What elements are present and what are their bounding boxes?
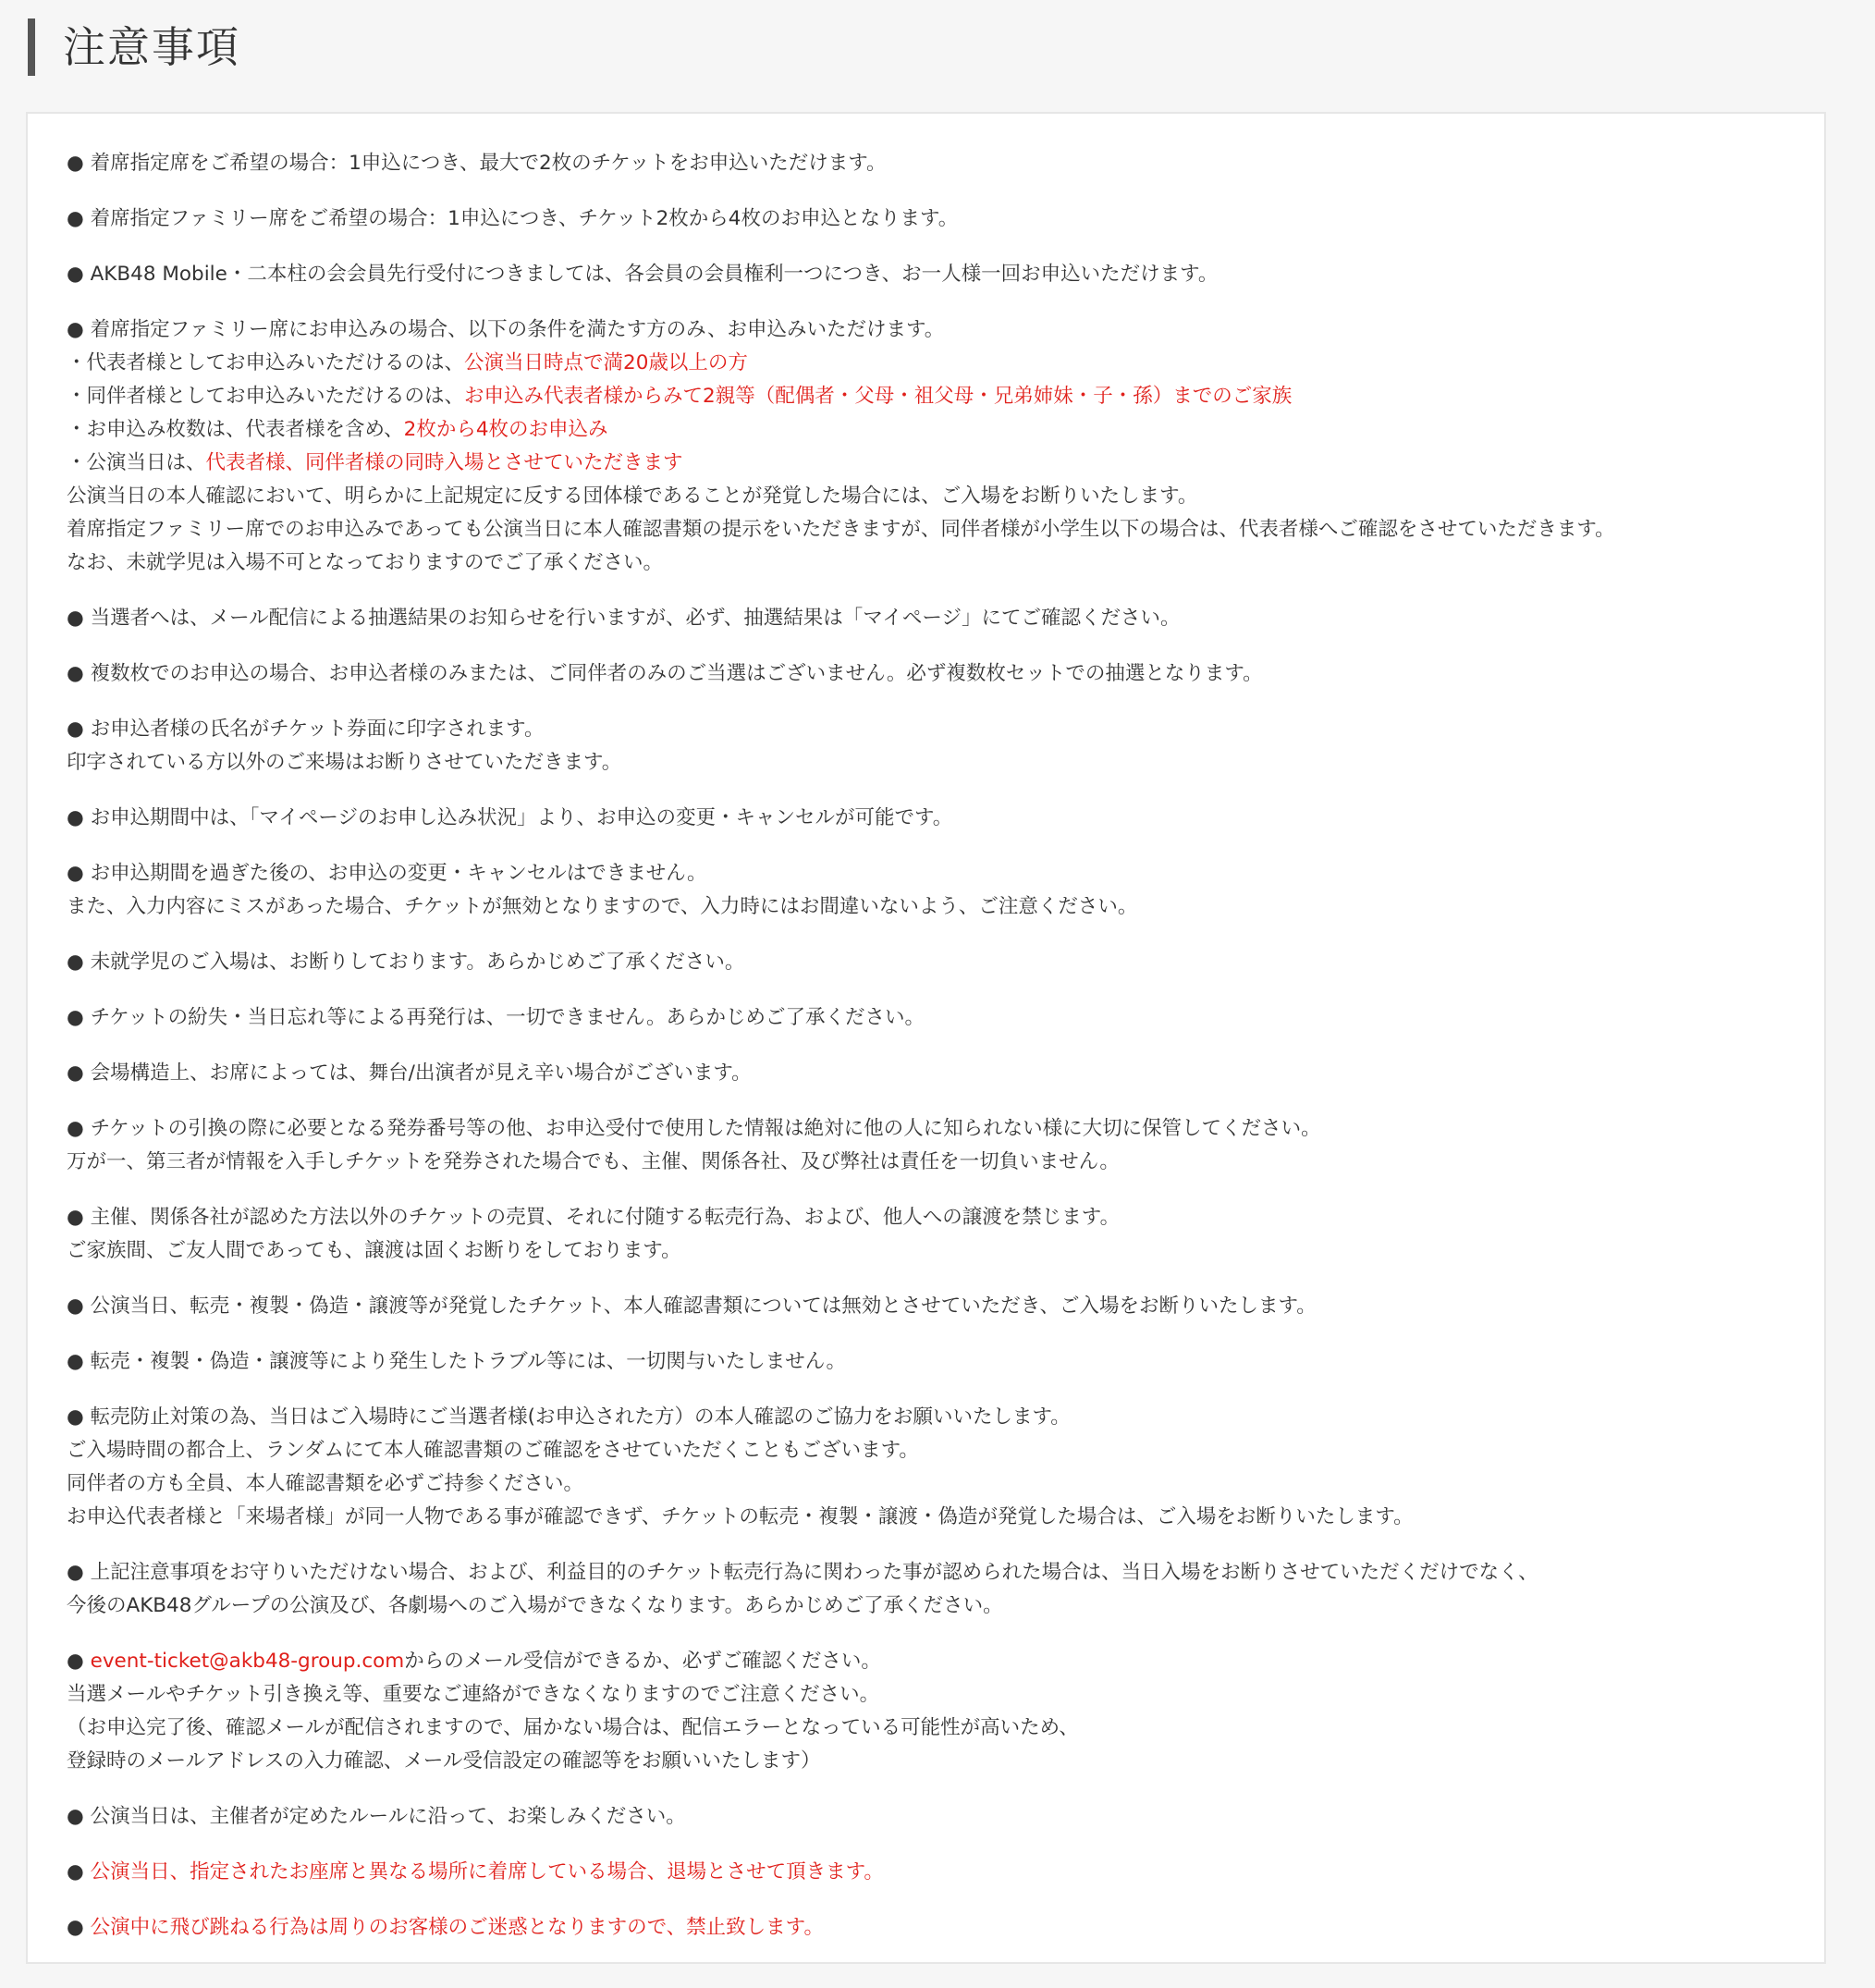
notice-text: ● 主催、関係各社が認めた方法以外のチケットの売買、それに付随する転売行為、および、他人への譲渡を禁じます。 [67,1206,1121,1229]
notice-item [67,258,1805,291]
notice-item [67,657,1805,691]
notice-line [67,857,1805,890]
notice-item [67,1057,1805,1090]
header-accent-bar [28,18,35,76]
notice-text: ● [67,1860,91,1884]
notice-line [67,480,1805,513]
notice-text: ● チケットの引換の際に必要となる発券番号等の他、お申込受付で使用した情報は絶対に他の人に知られない様に大切に保管してください。 [67,1117,1321,1140]
notice-line [67,1201,1805,1234]
notice-item [67,1290,1805,1323]
page-title: 注意事項 [63,22,240,72]
notice-text: また、入力内容にミスがあった場合、チケットが無効となりますので、入力時にはお間違いないよう、ご注意ください。 [67,895,1138,918]
notice-text: ● 着席指定席をご希望の場合：1申込につき、最大で2枚のチケットをお申込いただけます。 [67,152,887,175]
notice-item [67,1800,1805,1834]
notice-text: 登録時のメールアドレスの入力確認、メール受信設定の確認等をお願いいたします） [67,1749,821,1773]
notice-text: ● 複数枚でのお申込の場合、お申込者様のみまたは、ご同伴者のみのご当選はございません。必ず複数枚セットでの抽選となります。 [67,662,1263,685]
notice-text: 万が一、第三者が情報を入手しチケットを発券された場合でも、主催、関係各社、及び弊社は責任を一切負いません。 [67,1150,1120,1173]
notice-line [67,1434,1805,1467]
notice-text: 今後のAKB48グループの公演及び、各劇場へのご入場ができなくなります。あらかじめご了承ください。 [67,1594,1003,1617]
notice-text: からのメール受信ができるか、必ずご確認ください。 [404,1650,881,1673]
notice-item [67,1645,1805,1778]
notice-line [67,1745,1805,1778]
notice-line [67,1290,1805,1323]
notice-line [67,946,1805,979]
notice-line [67,380,1805,413]
notice-text: ● 公演当日、転売・複製・偽造・譲渡等が発覚したチケット、本人確認書類については無効とさせていただき、ご入場をお断りいたします。 [67,1295,1317,1318]
notice-text: ● お申込者様の氏名がチケット券面に印字されます。 [67,718,545,741]
notice-line [67,657,1805,691]
notice-line [67,1678,1805,1712]
notice-item [67,802,1805,835]
notice-text: （お申込完了後、確認メールが配信されますので、届かない場合は、配信エラーとなっている可能性が高いため、 [67,1716,1079,1739]
notice-line [67,202,1805,236]
notice-line [67,1057,1805,1090]
notice-item [67,1001,1805,1035]
notice-line [67,1856,1805,1889]
notice-line [67,258,1805,291]
notice-text: ● チケットの紛失・当日忘れ等による再発行は、一切できません。あらかじめご了承ください。 [67,1006,925,1029]
notice-text: ● [67,1916,91,1939]
notice-text: 当選メールやチケット引き換え等、重要なご連絡ができなくなりますのでご注意ください。 [67,1683,880,1706]
notice-line [67,447,1805,480]
notice-text: 印字されている方以外のご来場はお断りさせていただきます。 [67,751,622,774]
notice-box [26,112,1826,1964]
notice-line [67,746,1805,779]
notice-text: ● 着席指定ファミリー席にお申込みの場合、以下の条件を満たす方のみ、お申込みいただけます。 [67,318,945,341]
notice-item [67,313,1805,580]
notice-item [67,1112,1805,1179]
notice-text: ● 会場構造上、お席によっては、舞台/出演者が見え辛い場合がございます。 [67,1061,752,1085]
notice-text: ● AKB48 Mobile・二本柱の会会員先行受付につきましては、各会員の会員権利一つにつき、お一人様一回お申込いただけます。 [67,263,1219,286]
notice-text: ● 公演当日は、主催者が定めたルールに沿って、お楽しみください。 [67,1805,686,1828]
email-link[interactable]: event-ticket@akb48-group.com [90,1650,405,1673]
notice-line [67,1800,1805,1834]
notice-line [67,1146,1805,1179]
notice-text: ● 着席指定ファミリー席をご希望の場合：1申込につき、チケット2枚から4枚のお申込となります。 [67,207,959,230]
notice-text: ● [67,1650,91,1673]
notice-item [67,202,1805,236]
notice-item [67,946,1805,979]
notice-item [67,147,1805,180]
notice-text: ● 未就学児のご入場は、お断りしております。あらかじめご了承ください。 [67,951,745,974]
notice-line [67,1467,1805,1501]
notice-line [67,1712,1805,1745]
notice-list [67,147,1805,1967]
notice-text: 着席指定ファミリー席でのお申込みであっても公演当日に本人確認書類の提示をいただきますが、同伴者様が小学生以下の場合は、代表者様へご確認をさせていただきます。 [67,518,1615,541]
notice-line [67,1645,1805,1678]
notice-text: 同伴者の方も全員、本人確認書類を必ずご持参ください。 [67,1472,584,1495]
notice-line [67,147,1805,180]
highlight-text: 公演当日時点で満20歳以上の方 [464,351,748,374]
notice-line [67,1556,1805,1589]
notice-line [67,513,1805,546]
notice-item [67,1556,1805,1623]
notice-text: ● お申込期間中は、「マイページのお申し込み状況」より、お申込の変更・キャンセルが可能です。 [67,806,953,829]
notice-text: ● 転売・複製・偽造・譲渡等により発生したトラブル等には、一切関与いたしません。 [67,1350,847,1373]
notice-line [67,713,1805,746]
notice-text: ・同伴者様としてお申込みいただけるのは、 [67,385,465,408]
page-header [28,18,240,76]
notice-text: お申込代表者様と「来場者様」が同一人物である事が確認できず、チケットの転売・複製・譲渡・偽造が発覚した場合は、ご入場をお断りいたします。 [67,1505,1414,1528]
notice-line [67,1589,1805,1623]
highlight-text: 代表者様、同伴者様の同時入場とさせていただきます [205,451,683,474]
highlight-text: 公演中に飛び跳ねる行為は周りのお客様のご迷惑となりますので、禁止致します。 [90,1916,824,1939]
notice-item [67,857,1805,924]
notice-line [67,546,1805,580]
notice-item [67,1401,1805,1534]
notice-item [67,1201,1805,1268]
notice-item [67,713,1805,779]
notice-line [67,1112,1805,1146]
notice-text: ● 上記注意事項をお守りいただけない場合、および、利益目的のチケット転売行為に関わった事が認められた場合は、当日入場をお断りさせていただくだけでなく、 [67,1561,1538,1584]
notice-line [67,413,1805,447]
notice-line [67,1911,1805,1945]
notice-line [67,1001,1805,1035]
notice-text: ご入場時間の都合上、ランダムにて本人確認書類のご確認をさせていただくこともございます。 [67,1439,919,1462]
notice-line [67,313,1805,347]
notice-line [67,1501,1805,1534]
notice-text: ・公演当日は、 [67,451,206,474]
notice-line [67,1401,1805,1434]
notice-line [67,347,1805,380]
highlight-text: 公演当日、指定されたお座席と異なる場所に着席している場合、退場とさせて頂きます。 [90,1860,884,1884]
notice-line [67,1345,1805,1379]
notice-text: ● お申込期間を過ぎた後の、お申込の変更・キャンセルはできません。 [67,862,707,885]
notice-text: なお、未就学児は入場不可となっておりますのでご了承ください。 [67,551,664,574]
notice-text: ・お申込み枚数は、代表者様を含め、 [67,418,404,441]
notice-line [67,1234,1805,1268]
notice-item [67,1911,1805,1945]
highlight-text: お申込み代表者様からみて2親等（配偶者・父母・祖父母・兄弟姉妹・子・孫）までのご家族 [464,385,1293,408]
notice-text: ● 転売防止対策の為、当日はご入場時にご当選者様(お申込された方）の本人確認のご協力をお願いいたします。 [67,1405,1071,1429]
notice-text: ・代表者様としてお申込みいただけるのは、 [67,351,465,374]
notice-item [67,1345,1805,1379]
notice-text: ご家族間、ご友人間であっても、譲渡は固くお断りをしております。 [67,1239,681,1262]
notice-line [67,890,1805,924]
notice-item [67,602,1805,635]
notice-text: 公演当日の本人確認において、明らかに上記規定に反する団体様であることが発覚した場合には、ご入場をお断りいたします。 [67,485,1198,508]
notice-item [67,1856,1805,1889]
highlight-text: 2枚から4枚のお申込み [403,418,608,441]
notice-text: ● 当選者へは、メール配信による抽選結果のお知らせを行いますが、必ず、抽選結果は「マイページ」にてご確認ください。 [67,607,1181,630]
notice-line [67,802,1805,835]
notice-line [67,602,1805,635]
